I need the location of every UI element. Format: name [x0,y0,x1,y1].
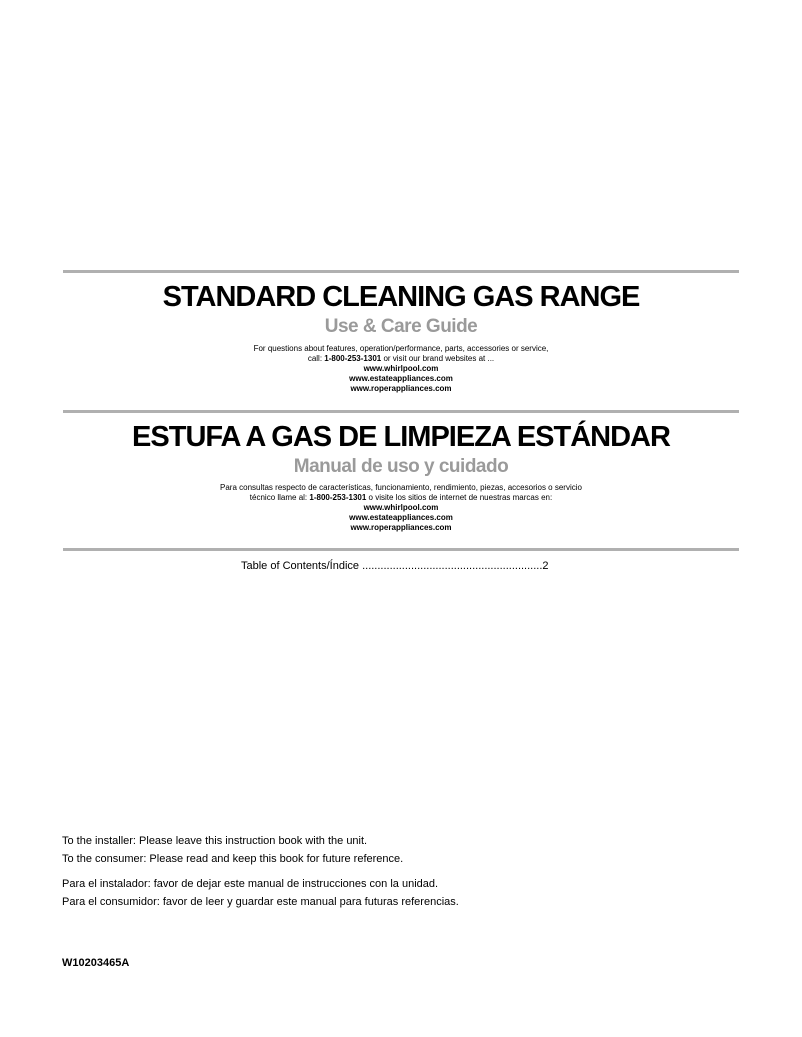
english-contact-line-1: For questions about features, operation/performance, parts, accessories or service, [253,344,549,353]
spanish-phone: 1-800-253-1301 [309,493,367,502]
toc-leader-dots: ........................................................... [362,560,543,572]
table-of-contents-entry[interactable] [241,560,549,572]
document-number: W10203465A [62,957,130,969]
installer-note-en: To the installer: Please leave this instruction book with the unit. [62,835,368,847]
consumer-note-en: To the consumer: Please read and keep this book for future reference. [62,853,404,865]
website-link[interactable]: www.estateappliances.com [349,513,453,522]
spanish-title: ESTUFA A GAS DE LIMPIEZA ESTÁNDAR [132,421,670,453]
website-link[interactable]: www.whirlpool.com [363,503,439,512]
website-link[interactable]: www.roperappliances.com [350,384,452,393]
installer-note-es: Para el instalador: favor de dejar este manual de instrucciones con la unidad. [62,878,439,890]
top-divider [63,270,739,273]
bottom-divider [63,548,739,551]
english-title: STANDARD CLEANING GAS RANGE [162,281,640,313]
spanish-contact-line-1: Para consultas respecto de características, funcionamiento, rendimiento, piezas, accesorios o servicio [220,483,582,492]
english-contact-line-2: call: 1-800-253-1301 or visit our brand websites at ... [307,354,495,363]
english-phone: 1-800-253-1301 [324,354,382,363]
spanish-notes [62,875,459,911]
website-link[interactable]: www.roperappliances.com [350,523,452,532]
english-notes [62,832,403,868]
english-subtitle: Use & Care Guide [324,316,478,337]
spanish-subtitle: Manual de uso y cuidado [293,456,509,477]
spanish-contact-info [0,483,802,533]
website-link[interactable]: www.estateappliances.com [349,374,453,383]
toc-page-number: 2 [542,560,549,572]
toc-label: Table of Contents/Índice [241,560,363,572]
consumer-note-es: Para el consumidor: favor de leer y guardar este manual para futuras referencias. [62,896,459,908]
spanish-contact-line-2: técnico llame al: 1-800-253-1301 o visite los sitios de internet de nuestras marcas en: [249,493,553,502]
english-contact-info [0,344,802,394]
website-link[interactable]: www.whirlpool.com [363,364,439,373]
middle-divider [63,410,739,413]
